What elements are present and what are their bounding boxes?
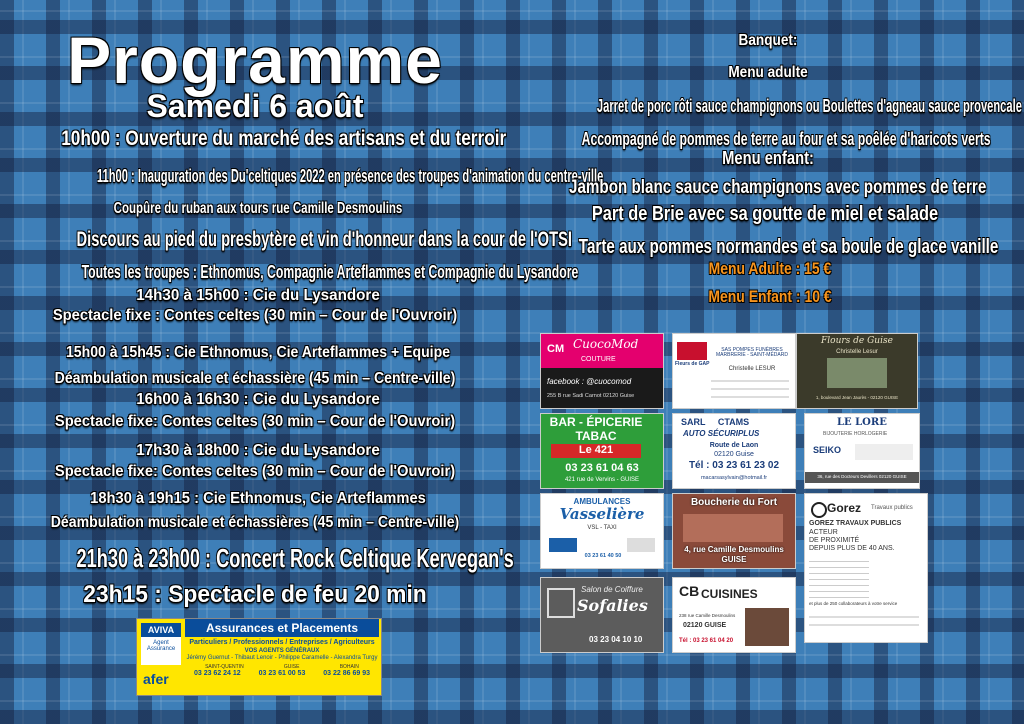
ad-salon-coiffure: Salon de Coiffure Sofalies 03 23 04 10 10 [540, 577, 664, 653]
ad-fleurs-de-guise: Flours de Guise Christelle Lesur 1, boulevard Jean Jaurès - 02120 GUISE [796, 333, 918, 409]
ad-boucherie-du-fort: Boucherie du Fort 4, rue Camille Desmoulins GUISE [672, 493, 796, 569]
menu-item: Jarret de porc rôti sauce champignons ou Boulettes d'agneau sauce provencale [596, 96, 1022, 116]
menu-adulte-heading: Menu adulte [728, 64, 808, 81]
schedule-line: 15h00 à 15h45 : Cie Ethnomus, Cie Arteflammes + Equipe [65, 344, 451, 361]
price-child: Menu Enfant : 10 € [708, 287, 832, 306]
menu-item: Accompagné de pommes de terre au four et sa poêlée d'haricots verts [581, 129, 991, 149]
schedule-line: 11h00 : Inauguration des Du'celtiques 2022 en présence des troupes d'animation du centre-ville [96, 166, 604, 186]
schedule-line: Spectacle fixe: Contes celtes (30 min – Cour de l'Ouvroir) [54, 413, 456, 430]
menu-item: Jambon blanc sauce champignons avec pommes de terre [569, 177, 987, 198]
schedule-line: 14h30 à 15h00 : Cie du Lysandore [136, 287, 380, 304]
ad-le-lore: LE LORE BIJOUTERIE HORLOGERIE SEIKO 36, rue des Docteurs Devillers 02120 GUISE [804, 413, 920, 489]
ad-cuocomod: CM CuocoMod COUTURE facebook : @cuocomod 255 B rue Sadi Carnot 02120 Guise [540, 333, 664, 409]
ad-pompes-funebres: Fleurs de GAP SAS POMPES FUNÈBRES MARBRERIE - SAINT-MÉDARD Christelle LESUR [672, 333, 796, 409]
ad-bar-tabac: BAR - ÉPICERIE TABAC Le 421 03 23 61 04 63 421 rue de Vervins - GUISE [540, 413, 664, 489]
schedule-line-highlight: 21h30 à 23h00 : Concert Rock Celtique Kervegan's [76, 543, 514, 573]
aviva-ad: AVIVA Agent Assurance afer Assurances et Placements Particuliers / Professionnels / Entreprises / Agriculteurs VOS AGENTS GÉNÉRAUX Jérémy Guernut - Thibaut Lenoir - Philippe Caramelle - Alexandra Turgy SAINT-QUENTIN GUISE BOHAIN 03 23 62 24 12 03 23 61 00 53 03 22 86 69 93 [136, 618, 382, 696]
aviva-title: Assurances et Placements [185, 619, 379, 637]
schedule-line: Discours au pied du presbytère et vin d'honneur dans la cour de l'OTSI [76, 228, 572, 251]
menu-item: Part de Brie avec sa goutte de miel et salade [591, 203, 939, 225]
schedule-line: Déambulation musicale et échassières (45 min – Centre-ville) [50, 514, 460, 531]
event-date: Samedi 6 août [146, 88, 364, 124]
ad-ambulances: AMBULANCES Vasselière VSL - TAXI 03 23 61 40 50 [540, 493, 664, 569]
page-title: Programme [67, 23, 443, 97]
schedule-line: Toutes les troupes : Ethnomus, Compagnie Arteflammes et Compagnie du Lysandore [81, 262, 579, 282]
ad-auto-securiplus: SARL CTAMS AUTO SÉCURIPLUS Route de Laon 02120 Guise Tél : 03 23 61 23 02 macarsasylvain@hotmail.fr [672, 413, 796, 489]
schedule-line: Déambulation musicale et échassière (45 min – Centre-ville) [54, 370, 456, 387]
schedule-line: 17h30 à 18h00 : Cie du Lysandore [136, 442, 380, 459]
schedule-line: Spectacle fixe: Contes celtes (30 min – Cour de l'Ouvroir) [54, 463, 456, 480]
schedule-line: 16h00 à 16h30 : Cie du Lysandore [136, 391, 380, 408]
price-adult: Menu Adulte : 15 € [708, 259, 832, 278]
menu-item: Tarte aux pommes normandes et sa boule de glace vanille [578, 236, 999, 258]
schedule-line-highlight: 23h15 : Spectacle de feu 20 min [83, 581, 427, 608]
ad-cb-cuisines: CB CUISINES 238 rue Camille Desmoulins 02120 GUISE Tél : 03 23 61 04 20 [672, 577, 796, 653]
schedule-line: Coupûre du ruban aux tours rue Camille Desmoulins [113, 200, 403, 217]
schedule-line: 10h00 : Ouverture du marché des artisans et du terroir [61, 127, 507, 150]
banquet-heading: Banquet: [738, 32, 798, 49]
aviva-logo: AVIVA Agent Assurance [141, 623, 181, 665]
afer-logo: afer [143, 671, 169, 687]
schedule-line: Spectacle fixe : Contes celtes (30 min – Cour de l'Ouvroir) [52, 307, 458, 324]
schedule-line: 18h30 à 19h15 : Cie Ethnomus, Cie Arteflammes [90, 490, 426, 507]
ad-gorez: Gorez Travaux publics GOREZ TRAVAUX PUBLICS ACTEUR DE PROXIMITÉ DEPUIS PLUS DE 40 ANS. et plus de 250 collaborateurs à votre service [804, 493, 928, 643]
menu-enfant-heading: Menu enfant: [722, 148, 814, 168]
